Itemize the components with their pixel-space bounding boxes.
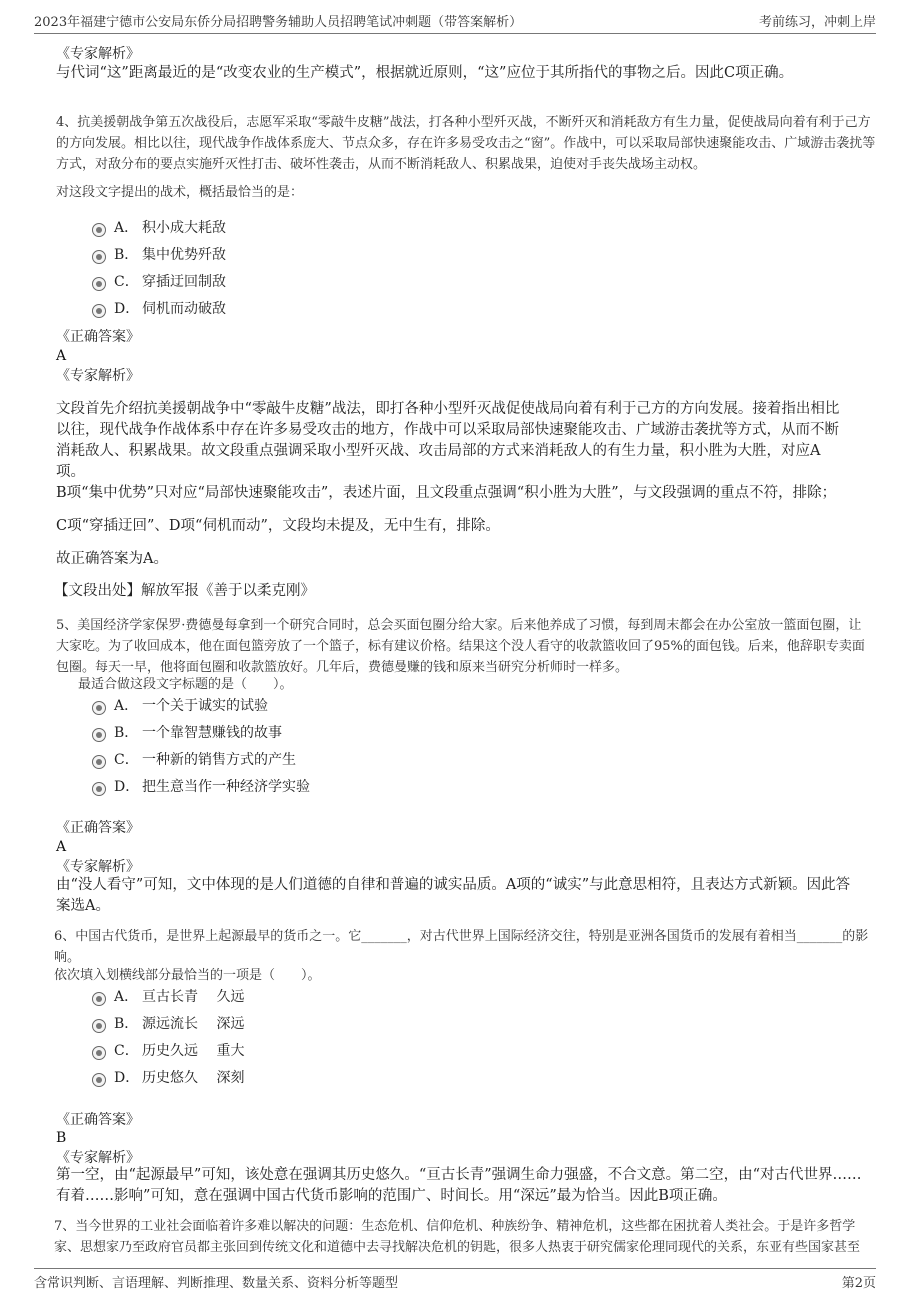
option-letter: C． <box>114 1043 139 1059</box>
analysis-line: 由“没人看守”可知，文中体现的是人们道德的自律和普遍的诚实品质。A项的“诚实”与此意思相符，且表达方式新颖。因此答 <box>56 877 851 893</box>
page-footer <box>34 1268 876 1293</box>
analysis-line: 以往，现代战争作战体系中存在许多易受攻击的地方，作战中可以采取局部快速聚能攻击、广域游击袭扰等方式，从而不断 <box>56 422 839 438</box>
q6-option-b[interactable] <box>92 1012 244 1036</box>
option-text: 源远流长 深远 <box>142 1016 245 1032</box>
q7-stem <box>54 1216 874 1258</box>
q4-option-c[interactable] <box>92 270 226 294</box>
q4-option-d[interactable] <box>92 297 226 321</box>
radio-icon[interactable] <box>92 277 106 291</box>
option-text: 一个关于诚实的试验 <box>142 698 268 714</box>
radio-icon[interactable] <box>92 728 106 742</box>
q4-question: 对这段文字提出的战术，概括最恰当的是： <box>56 185 304 200</box>
q6-option-c[interactable] <box>92 1039 244 1063</box>
q4-answer: A <box>56 348 67 364</box>
q5-option-b[interactable] <box>92 721 282 745</box>
option-text: 一个靠智慧赚钱的故事 <box>142 725 282 741</box>
q6-answer: B <box>56 1130 67 1146</box>
option-text: 积小成大耗敌 <box>142 220 226 236</box>
radio-icon[interactable] <box>92 1046 106 1060</box>
q4-stem-line: 方式，对敌分布的要点实施歼灭性打击、破坏性袭击，从而不断消耗敌人、积累战果，迫使对手丧失战场主动权。 <box>56 157 707 172</box>
radio-icon[interactable] <box>92 992 106 1006</box>
radio-icon[interactable] <box>92 782 106 796</box>
radio-icon[interactable] <box>92 1019 106 1033</box>
option-text: 历史悠久 深刻 <box>142 1070 245 1086</box>
q4-analysis-label: 《专家解析》 <box>56 368 140 384</box>
document-title: 2023年福建宁德市公安局东侨分局招聘警务辅助人员招聘笔试冲刺题（带答案解析） <box>34 15 523 30</box>
option-text: 伺机而动破敌 <box>142 301 226 317</box>
option-letter: A． <box>114 698 139 714</box>
q3-analysis-label: 《专家解析》 <box>56 46 140 62</box>
q4-option-a[interactable] <box>92 216 226 240</box>
q6-answer-label: 《正确答案》 <box>56 1112 140 1128</box>
header-slogan: 考前练习，冲刺上岸 <box>758 15 876 30</box>
option-text: 历史久远 重大 <box>142 1043 245 1059</box>
option-letter: B． <box>114 1016 139 1032</box>
footer-categories: 含常识判断、言语理解、判断推理、数量关系、资料分析等题型 <box>34 1275 399 1291</box>
q4-stem <box>56 112 876 175</box>
option-letter: D． <box>114 779 140 795</box>
option-letter: A． <box>114 220 139 236</box>
q4-source: 【文段出处】解放军报《善于以柔克刚》 <box>54 583 315 599</box>
q4-analysis-conclusion: 故正确答案为A。 <box>56 551 168 567</box>
q5-stem-line: 大家吃。为了收回成本，他在面包篮旁放了一个篮子，标有建议价格。结果这个没人看守的收款篮收回了95%的面包钱。后来，他辞职专卖面 <box>56 639 865 654</box>
q3-analysis-text: 与代词“这”距离最近的是“改变农业的生产模式”，根据就近原则，“这”应位于其所指代的事物之后。因此C项正确。 <box>56 65 794 81</box>
q5-stem <box>56 615 876 678</box>
option-letter: D． <box>114 301 140 317</box>
q5-question: 最适合做这段文字标题的是（ ）。 <box>78 677 293 692</box>
q5-option-d[interactable] <box>92 775 310 799</box>
q5-analysis-label: 《专家解析》 <box>56 859 140 875</box>
radio-icon[interactable] <box>92 223 106 237</box>
q5-answer-label: 《正确答案》 <box>56 820 140 836</box>
q5-option-a[interactable] <box>92 694 268 718</box>
q4-analysis-option-cd: C项“穿插迂回”、D项“伺机而动”，文段均未提及，无中生有，排除。 <box>56 518 500 534</box>
q6-option-d[interactable] <box>92 1066 244 1090</box>
page-header <box>34 8 876 34</box>
radio-icon[interactable] <box>92 1073 106 1087</box>
q4-stem-line: 的方向发展。相比以往，现代战争作战体系庞大、节点众多，存在许多易受攻击之“窗”。作战中，可以采取局部快速聚能攻击、广域游击袭扰等 <box>56 136 876 151</box>
q5-stem-line: 5、美国经济学家保罗·费德曼每拿到一个研究合同时，总会买面包圈分给大家。后来他养成了习惯，每到周末都会在办公室放一篮面包圈，让 <box>56 618 862 633</box>
option-text: 把生意当作一种经济学实验 <box>142 779 310 795</box>
q4-stem-line: 4、抗美援朝战争第五次战役后，志愿军采取“零敲牛皮糖”战法，打各种小型歼灭战，不断歼灭和消耗敌方有生力量，促使战局向着有利于己方 <box>56 115 871 130</box>
analysis-line: 消耗敌人、积累战果。故文段重点强调采取小型歼灭战、攻击局部的方式来消耗敌人的有生力量，积小胜为大胜，对应A <box>56 443 821 459</box>
q6-analysis-label: 《专家解析》 <box>56 1150 140 1166</box>
option-letter: C． <box>114 752 139 768</box>
radio-icon[interactable] <box>92 755 106 769</box>
q6-question: 依次填入划横线部分最恰当的一项是（ ）。 <box>54 968 321 983</box>
page-number: 第2页 <box>841 1275 876 1291</box>
analysis-line: 有着……影响”可知，意在强调中国古代货币影响的范围广、时间长。用“深远”最为恰当。因此B项正确。 <box>56 1188 727 1204</box>
radio-icon[interactable] <box>92 304 106 318</box>
q7-stem-line: 家、思想家乃至政府官员都主张回到传统文化和道德中去寻找解决危机的钥匙，很多人热衷于研究儒家伦理同现代的关系，东亚有些国家甚至 <box>54 1240 861 1255</box>
q5-analysis <box>56 875 876 917</box>
option-letter: B． <box>114 725 139 741</box>
q5-option-c[interactable] <box>92 748 296 772</box>
option-text: 亘古长青 久远 <box>142 989 245 1005</box>
option-letter: A． <box>114 989 139 1005</box>
radio-icon[interactable] <box>92 701 106 715</box>
q6-stem-line: 响。 <box>54 950 81 965</box>
q4-option-b[interactable] <box>92 243 226 267</box>
q4-analysis-option-b: B项“集中优势”只对应“局部快速聚能攻击”，表述片面，且文段重点强调“积小胜为大胜”，与文段强调的重点不符，排除； <box>56 485 837 501</box>
option-text: 集中优势歼敌 <box>142 247 226 263</box>
q6-analysis <box>56 1165 876 1207</box>
analysis-line: 项。 <box>56 464 85 480</box>
option-text: 一种新的销售方式的产生 <box>142 752 296 768</box>
q6-option-a[interactable] <box>92 985 244 1009</box>
analysis-line: 文段首先介绍抗美援朝战争中“零敲牛皮糖”战法，即打各种小型歼灭战促使战局向着有利于己方的方向发展。接着指出相比 <box>56 401 840 417</box>
q5-stem-line: 包圈。每天一早，他将面包圈和收款篮放好。几年后，费德曼赚的钱和原来当研究分析师时一样多。 <box>56 660 629 675</box>
q5-answer: A <box>56 839 67 855</box>
q4-answer-label: 《正确答案》 <box>56 329 140 345</box>
radio-icon[interactable] <box>92 250 106 264</box>
analysis-line: 第一空，由“起源最早”可知，该处意在强调其历史悠久。“亘古长青”强调生命力强盛，不合文意。第二空，由“对古代世界…… <box>56 1167 862 1183</box>
q6-stem <box>54 926 874 968</box>
option-letter: D． <box>114 1070 140 1086</box>
option-letter: B． <box>114 247 139 263</box>
q7-stem-line: 7、当今世界的工业社会面临着许多难以解决的问题：生态危机、信仰危机、种族纷争、精神危机，这些都在困扰着人类社会。于是许多哲学 <box>54 1219 856 1234</box>
analysis-line: 案选A。 <box>56 898 110 914</box>
option-text: 穿插迂回制敌 <box>142 274 226 290</box>
q6-stem-line: 6、中国古代货币，是世界上起源最早的货币之一。它_______，对古代世界上国际经济交往，特别是亚洲各国货币的发展有着相当_______的影 <box>54 929 869 944</box>
q4-analysis-paragraph <box>56 399 876 483</box>
option-letter: C． <box>114 274 139 290</box>
